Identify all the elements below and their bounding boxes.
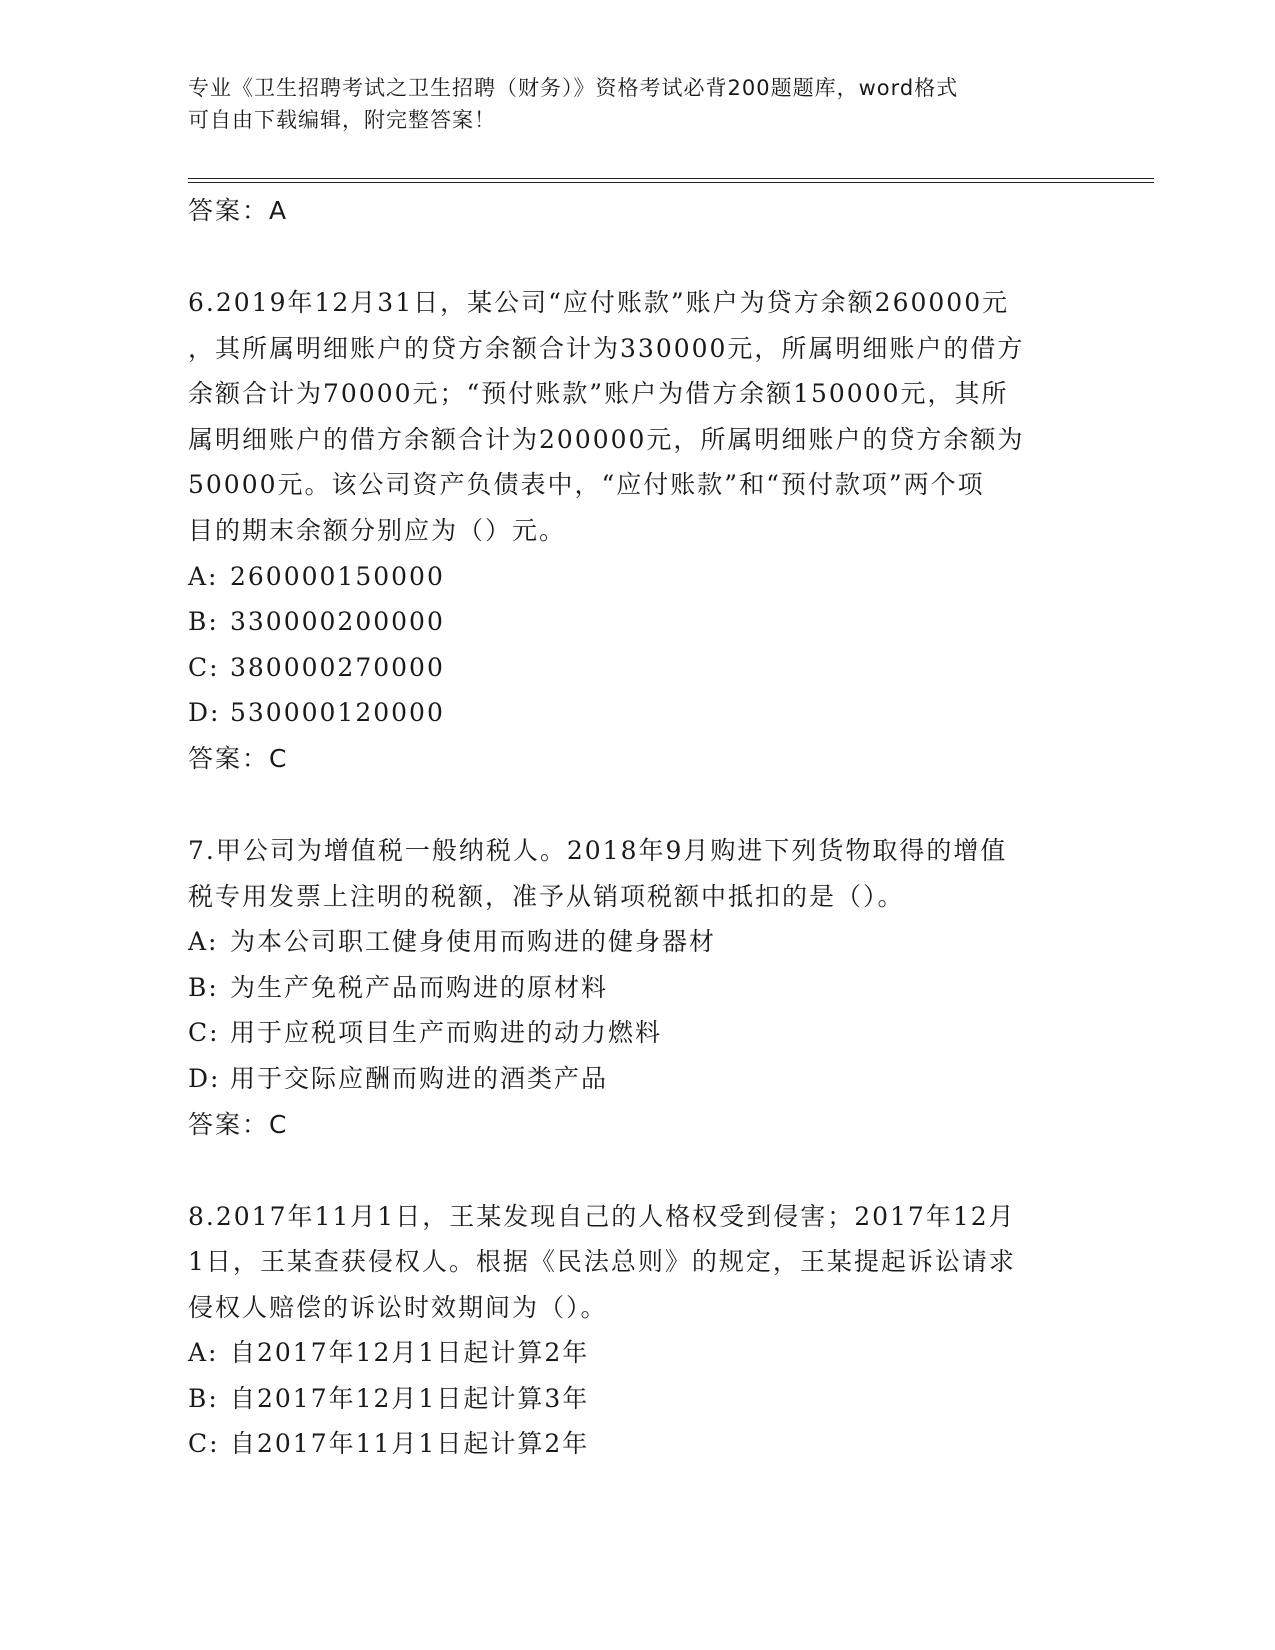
option-text: 为本公司职工健身使用而购进的健身器材	[230, 927, 717, 957]
option-text: 用于交际应酬而购进的酒类产品	[230, 1063, 609, 1093]
question-stem-line: 属明细账户的借方余额合计为200000元，所属明细账户的贷方余额为	[188, 424, 1025, 454]
option-text: 260000150000	[230, 561, 445, 591]
option-text: 为生产免税产品而购进的原材料	[230, 972, 609, 1002]
option-d	[188, 690, 1088, 736]
option-a	[188, 554, 1088, 600]
question-stem-line: 8.2017年11月1日，王某发现自己的人格权受到侵害；2017年12月	[188, 1201, 1016, 1231]
answer-line: 答案：C	[188, 743, 289, 773]
question-8	[188, 1194, 1088, 1468]
option-b	[188, 1376, 1088, 1422]
option-letter: C:	[188, 1018, 220, 1048]
option-text: 自2017年12月1日起计算2年	[230, 1338, 590, 1368]
question-stem-line: 1日，王某查获侵权人。根据《民法总则》的规定，王某提起诉讼请求	[188, 1247, 1016, 1277]
option-letter: A:	[188, 561, 219, 591]
answer-line: 答案：C	[188, 1109, 289, 1139]
question-stem-line: ，其所属明细账户的贷方余额合计为330000元，所属明细账户的借方	[188, 333, 1025, 363]
option-text: 自2017年12月1日起计算3年	[230, 1383, 590, 1413]
question-stem-line: 6.2019年12月31日，某公司“应付账款”账户为贷方余额260000元	[188, 288, 1010, 317]
question-list	[188, 188, 1088, 1467]
option-letter: C:	[188, 1429, 220, 1459]
question-7	[188, 828, 1088, 1148]
option-text: 330000200000	[230, 607, 445, 637]
option-a	[188, 919, 1088, 965]
option-letter: C:	[188, 652, 220, 682]
spacer	[188, 782, 1088, 828]
option-b	[188, 599, 1088, 645]
option-c	[188, 1010, 1088, 1056]
option-letter: B:	[188, 1383, 219, 1413]
header-line-2: 可自由下载编辑，附完整答案！	[188, 108, 496, 132]
option-c	[188, 645, 1088, 691]
question-stem-line: 侵权人赔偿的诉讼时效期间为（）。	[188, 1292, 608, 1322]
question-stem-line: 税专用发票上注明的税额，准予从销项税额中抵扣的是（）。	[188, 881, 905, 911]
page-header	[188, 72, 1068, 136]
question-stem-line: 余额合计为70000元；“预付账款”账户为借方余额150000元，其所	[188, 379, 1009, 409]
option-c	[188, 1421, 1088, 1467]
option-text: 用于应税项目生产而购进的动力燃料	[230, 1018, 663, 1048]
option-letter: A:	[188, 1338, 219, 1368]
question-stem-line: 7.甲公司为增值税一般纳税人。2018年9月购进下列货物取得的增值	[188, 835, 1008, 865]
option-text: 自2017年11月1日起计算2年	[230, 1429, 590, 1459]
option-letter: A:	[188, 927, 219, 957]
question-6	[188, 280, 1088, 782]
question-stem-line: 50000元。该公司资产负债表中，“应付账款”和“预付款项”两个项	[188, 470, 985, 500]
spacer	[188, 234, 1088, 280]
option-letter: D:	[188, 698, 221, 728]
option-letter: D:	[188, 1063, 221, 1093]
answer-line: 答案：A	[188, 196, 289, 225]
option-b	[188, 965, 1088, 1011]
option-text: 530000120000	[230, 698, 445, 728]
option-text: 380000270000	[230, 652, 445, 682]
option-d	[188, 1056, 1088, 1102]
option-a	[188, 1330, 1088, 1376]
header-divider	[188, 178, 1154, 183]
question-stem-line: 目的期末余额分别应为（）元。	[188, 515, 567, 545]
option-letter: B:	[188, 972, 219, 1002]
spacer	[188, 1148, 1088, 1194]
option-letter: B:	[188, 607, 219, 637]
header-line-1: 专业《卫生招聘考试之卫生招聘（财务）》资格考试必背200题题库，word格式	[188, 76, 959, 100]
